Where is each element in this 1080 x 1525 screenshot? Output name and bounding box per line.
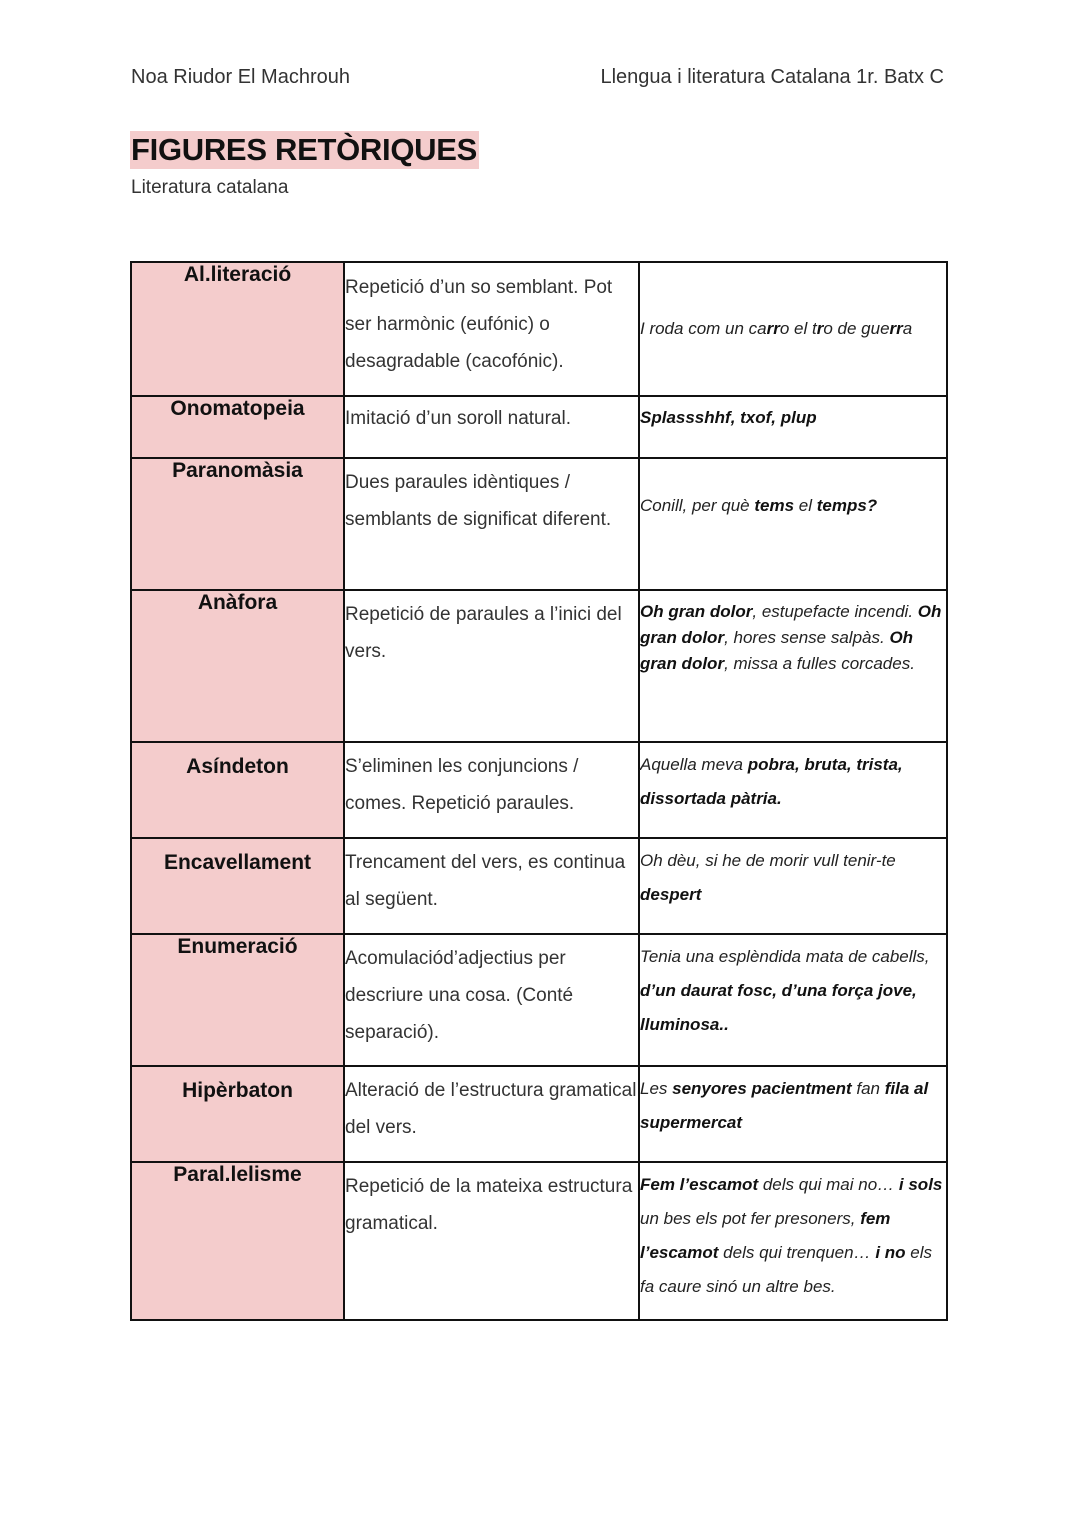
example-emphasis: Oh gran dolor [640, 628, 914, 673]
figure-name: Al.literació [183, 263, 292, 286]
example-emphasis: rr [889, 319, 903, 338]
figure-definition: Acomulaciód’adjectius per descriure una cosa. (Conté separació). [344, 934, 639, 1066]
example-text: Tenia una esplèndida mata de cabells, [640, 947, 930, 966]
example-text: Oh dèu, si he de morir vull tenir-te [640, 851, 896, 870]
example-emphasis: fem l’escamot [640, 1209, 891, 1262]
figure-definition: Dues paraules idèntiques / semblants de significat diferent. [344, 458, 639, 590]
figure-name-cell [131, 1162, 344, 1320]
example-text: Les [640, 1079, 673, 1098]
figure-definition: Repetició de paraules a l’inici del vers. [344, 590, 639, 742]
figure-name-cell [131, 396, 344, 458]
figure-name: Encavellament [163, 851, 312, 874]
figures-table [130, 261, 948, 1321]
table-row [131, 838, 947, 934]
example-text: Conill, per què [640, 496, 755, 515]
example-text: Aquella meva [640, 755, 748, 774]
author-name: Noa Riudor El Machrouh [131, 66, 350, 88]
example-text: , hores sense salpàs. [724, 628, 890, 647]
page-title: FIGURES RETÒRIQUES [131, 132, 477, 167]
figure-example [639, 742, 947, 838]
figure-name: Paral.lelisme [173, 1163, 302, 1186]
example-emphasis: d’un daurat fosc, d’una força jove, lluminosa.. [640, 981, 917, 1034]
figure-definition: Repetició d’un so semblant. Pot ser harmònic (eufónic) o desagradable (cacofónic). [344, 262, 639, 396]
figure-name-cell [131, 458, 344, 590]
table-row [131, 590, 947, 742]
example-emphasis: tems [754, 496, 795, 515]
example-text: a [902, 319, 913, 338]
figure-name: Onomatopeia [170, 397, 305, 420]
figure-name-cell [131, 934, 344, 1066]
figure-name: Paranomàsia [172, 459, 303, 482]
example-emphasis: senyores pacientment [672, 1079, 852, 1098]
figure-name-cell [131, 590, 344, 742]
figure-name-cell [131, 742, 344, 838]
figure-definition: Alteració de l’estructura gramatical del vers. [344, 1066, 639, 1162]
example-emphasis: Oh gran dolor [640, 602, 753, 621]
figure-example [639, 838, 947, 934]
page-subtitle: Literatura catalana [131, 177, 289, 198]
figure-example [639, 590, 947, 742]
example-text: els fa caure sinó un altre bes. [640, 1243, 933, 1296]
table-row [131, 934, 947, 1066]
example-emphasis: fila al supermercat [640, 1079, 929, 1132]
figure-example [639, 458, 947, 590]
figure-example [639, 934, 947, 1066]
table-row [131, 396, 947, 458]
example-emphasis: r [816, 319, 824, 338]
example-emphasis: temps? [816, 496, 878, 515]
example-text: fan [851, 1079, 885, 1098]
figure-definition: Trencament del vers, es continua al següent. [344, 838, 639, 934]
table-row [131, 1066, 947, 1162]
figure-definition: Repetició de la mateixa estructura gramatical. [344, 1162, 639, 1320]
figure-example [639, 1066, 947, 1162]
example-text: o de gue [823, 319, 890, 338]
example-text: I roda com un ca [640, 319, 767, 338]
figure-name-cell [131, 838, 344, 934]
example-emphasis: Splassshhf, txof, plup [640, 408, 817, 427]
example-text: un bes els pot fer presoners, [640, 1209, 861, 1228]
figure-name-cell [131, 1066, 344, 1162]
figure-name-cell [131, 262, 344, 396]
figure-name: Asíndeton [186, 755, 289, 778]
example-emphasis: Oh gran dolor [640, 602, 942, 647]
example-emphasis: Fem l’escamot [640, 1175, 759, 1194]
figure-name: Anàfora [197, 591, 278, 614]
example-emphasis: despert [640, 885, 702, 904]
figure-example [639, 262, 947, 396]
example-text: o el t [779, 319, 817, 338]
course-name: Llengua i literatura Catalana 1r. Batx C [600, 66, 944, 88]
figure-definition: Imitació d’un soroll natural. [344, 396, 639, 458]
example-emphasis: i sols [898, 1175, 943, 1194]
example-text: dels qui mai no… [758, 1175, 899, 1194]
example-emphasis: i no [875, 1243, 906, 1262]
table-row [131, 742, 947, 838]
figure-name: Hipèrbaton [182, 1079, 293, 1102]
figure-definition: S’eliminen les conjuncions / comes. Repetició paraules. [344, 742, 639, 838]
example-text: dels qui trenquen… [718, 1243, 876, 1262]
example-emphasis: pobra, bruta, trista, dissortada pàtria. [640, 755, 903, 808]
table-row [131, 458, 947, 590]
figure-example [639, 1162, 947, 1320]
example-text: , estupefacte incendi. [752, 602, 918, 621]
example-text: , missa a fulles corcades. [724, 654, 915, 673]
table-row [131, 1162, 947, 1320]
figure-example [639, 396, 947, 458]
example-emphasis: rr [766, 319, 780, 338]
table-row [131, 262, 947, 396]
figure-name: Enumeració [177, 935, 298, 958]
example-text: el [794, 496, 817, 515]
